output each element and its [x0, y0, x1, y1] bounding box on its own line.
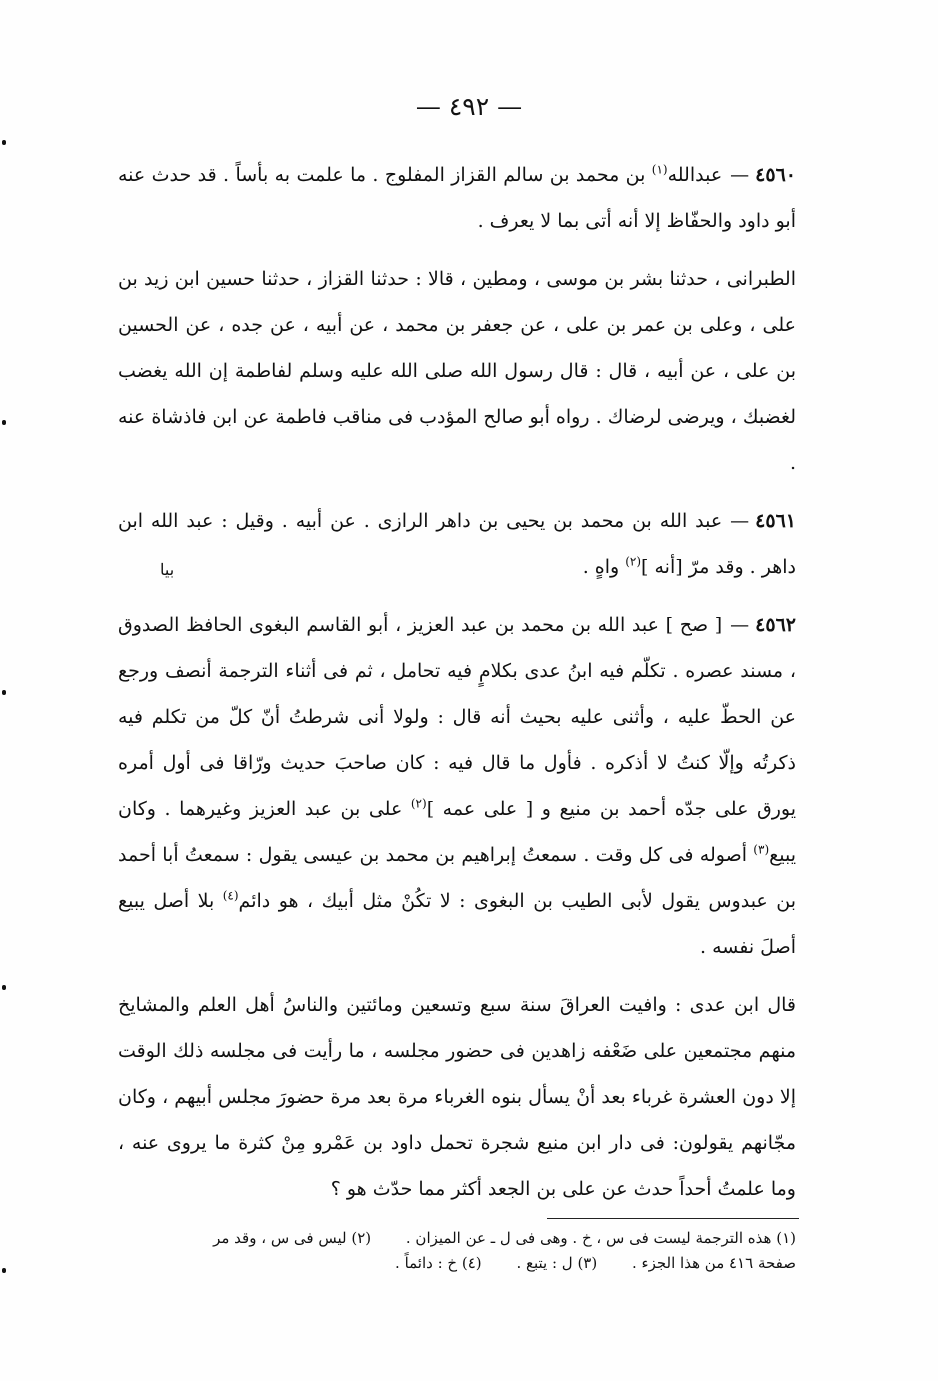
- scan-speck: [2, 1268, 6, 1273]
- entry-text: بلا أصل يبيع أصلَ نفسه .: [118, 890, 796, 958]
- footnote-2-cont: صفحة ٤١٦ من هذا الجزء .: [632, 1254, 796, 1272]
- scan-speck: [2, 690, 6, 695]
- footnotes: [118, 1226, 796, 1276]
- entry-4560: [118, 152, 796, 244]
- page-number: — ٤٩٢ —: [415, 92, 523, 121]
- entry-text: عبدالله: [667, 164, 723, 186]
- entry-text: [ صح ] عبد الله بن محمد بن عبد العزيز ، أبو القاسم البغوى الحافظ الصدوق ، مسند عصره . تكلّم فيه ابنُ عدى بكلامٍ فيه تحامل ، ثم فى أثناء الترجمة أنصف ورجع عن الحطّ عليه ، وأثنى عليه بحيث أنه قال : ولولا أنى شرطتُ أنّ كلّ من تكلم فيه ذكرتُه وإلّا كنتُ لا أذكره . فأول ما قال فيه : كان صاحبَ حديث ورّاقا فى أول أمره يورق على جدّه أحمد بن منيع و [ على عمه ]: [118, 614, 796, 820]
- entry-4560-continuation: الطبرانى ، حدثنا بشر بن موسى ، ومطين ، قالا : حدثنا القزاز ، حدثنا حسين ابن زيد بن على ، وعلى بن عمر بن على ، عن جعفر بن محمد ، عن أبيه ، عن جده ، عن الحسين بن على ، عن أبيه ، قال : قال رسول الله صلى الله عليه وسلم لفاطمة إن الله يغضب لغضبك ، ويرضى لرضاك . رواه أبو صالح المؤدب فى مناقب فاطمة عن ابن فاذشاة عنه .: [118, 268, 796, 474]
- footnote-ref: (٣): [753, 842, 770, 857]
- entry-4562: [118, 602, 796, 970]
- footnote-ref: (٢): [625, 554, 642, 569]
- scan-speck: [2, 420, 6, 425]
- footnote-ref: (٤): [222, 888, 239, 903]
- scan-speck: [2, 140, 6, 145]
- footnote-divider: [547, 1218, 799, 1219]
- entry-4561: [118, 498, 796, 590]
- entry-number: ٤٥٦٠: [755, 164, 796, 186]
- footnote-line: [118, 1226, 796, 1251]
- entry-number: ٤٥٦٢: [755, 614, 796, 636]
- footnote-1: (١) هذه الترجمة ليست فى س ، خ . وهى فى ل ـ عن الميزان .: [405, 1229, 796, 1247]
- footnote-line: [118, 1251, 796, 1276]
- entry-text: بن محمد بن سالم القزاز المفلوج . ما علمت به بأساً . قد حدث عنه أبو داود والحفّاظ إلا أنه أتى بما لا يعرف .: [118, 164, 796, 232]
- entry-dash: —: [730, 164, 750, 186]
- entry-text: واهٍ .: [582, 556, 626, 578]
- scan-speck: [2, 985, 6, 990]
- margin-annotation: بيا: [160, 560, 175, 579]
- footnote-2: (٢) ليس فى س ، وقد مر: [213, 1229, 372, 1247]
- entry-4562-continuation: قال ابن عدى : وافيت العراقَ سنة سبع وتسعين ومائتين والناسُ أهل العلم والمشايخ منهم مجتمعين على ضَعْفه زاهدين فى حضور مجلسه ، ما رأيت فى مجلسه ذلك الوقت إلا دون العشرة غرباء بعد أنْ يسأل بنوه الغرباء مرة بعد مرة حضورَ مجلس أبيهم ، وكان مجّانهم يقولون: فى دار ابن منيع شجرة تحمل داود بن عَمْرو مِنْ كثرة ما يروى عنه ، وما علمتُ أحداً حدث عن على بن الجعد أكثر مما حدّث هو ؟: [118, 994, 796, 1200]
- entry-dash: —: [730, 614, 750, 636]
- entry-text: على بن عبد العزيز وغيرهما . وكان يبيع: [118, 798, 796, 866]
- entry-text: عبد الله بن محمد بن يحيى بن داهر الرازى . عن أبيه . وقيل : عبد الله ابن داهر . وقد مرّ [أنه ]: [118, 510, 796, 578]
- main-text: [118, 152, 796, 1224]
- entry-dash: —: [730, 510, 750, 532]
- footnote-3: (٣) ل : يتبع .: [516, 1254, 598, 1272]
- footnote-ref: (١): [651, 162, 668, 177]
- entry-number: ٤٥٦١: [755, 510, 796, 532]
- footnote-4: (٤) خ : دائماً .: [395, 1254, 482, 1272]
- entry-text: أصوله فى كل وقت . سمعتُ إبراهيم بن محمد بن عيسى يقول : سمعتُ أبا أحمد بن عبدوس يقول لأبى الطيب بن البغوى : لا تكُنْ مثل أبيك ، هو دائم: [118, 844, 796, 912]
- footnote-ref: (٢): [410, 796, 427, 811]
